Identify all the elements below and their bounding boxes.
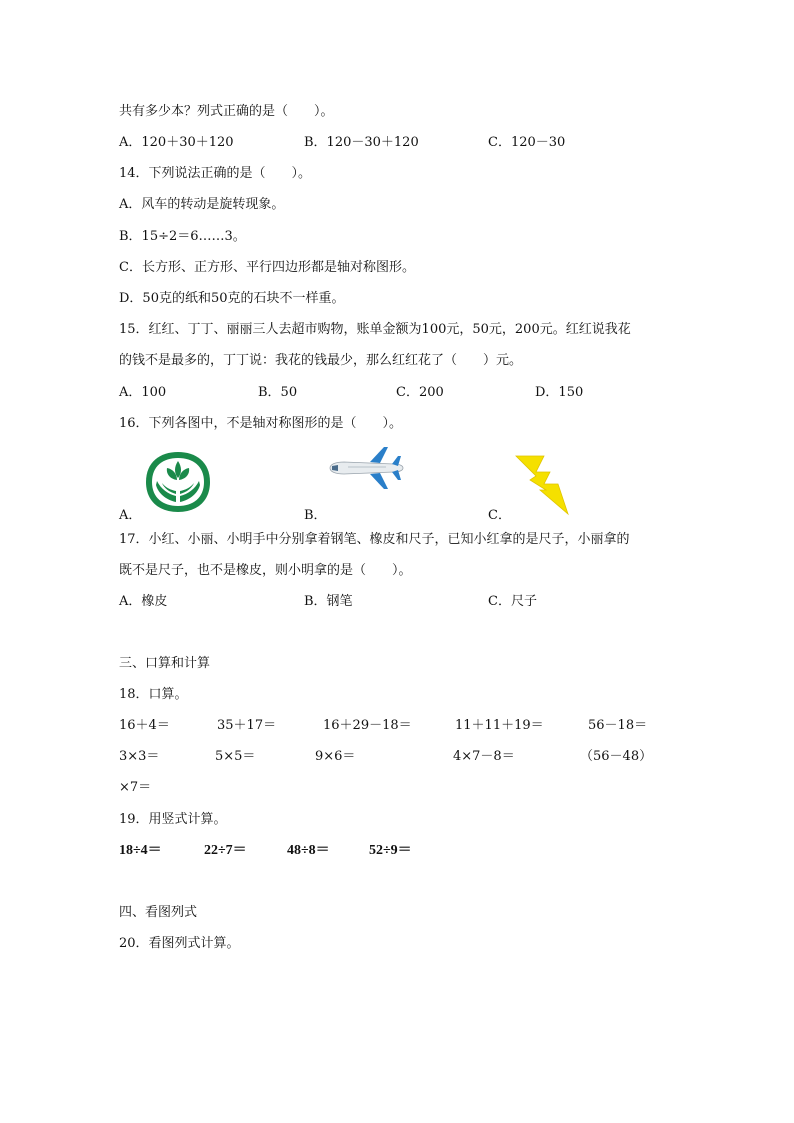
q19-item: 22÷7＝ bbox=[204, 843, 247, 858]
q16-option-b: B． bbox=[304, 508, 327, 523]
q18-item: （56－48） bbox=[580, 749, 653, 764]
q18-item: 16＋29－18＝ bbox=[323, 718, 412, 733]
q18-stem: 18．口算。 bbox=[119, 687, 188, 702]
q14-option-b: B．15÷2＝6……3。 bbox=[119, 229, 246, 244]
q15-option-d: D．150 bbox=[535, 385, 584, 400]
q20-stem: 20．看图列式计算。 bbox=[119, 936, 240, 951]
q14-option-d: D．50克的纸和50克的石块不一样重。 bbox=[119, 291, 345, 306]
q17-stem-line1: 17．小红、小丽、小明手中分别拿着钢笔、橡皮和尺子，已知小红拿的是尺子，小丽拿的 bbox=[119, 532, 630, 547]
q18-item: 35＋17＝ bbox=[217, 718, 277, 733]
lightning-bolt-icon bbox=[514, 454, 570, 516]
q18-item: 3×3＝ bbox=[119, 749, 160, 764]
q19-stem: 19．用竖式计算。 bbox=[119, 812, 227, 827]
q13-stem: 共有多少本？列式正确的是（ ）。 bbox=[119, 104, 334, 119]
q19-item: 48÷8＝ bbox=[287, 843, 330, 858]
q14-option-a: A．风车的转动是旋转现象。 bbox=[119, 197, 285, 212]
q17-option-b: B．钢笔 bbox=[304, 594, 353, 609]
q18-item: 4×7－8＝ bbox=[453, 749, 515, 764]
q15-stem-line1: 15．红红、丁丁、丽丽三人去超市购物，账单金额为100元，50元，200元。红红说我花 bbox=[119, 322, 631, 337]
q16-stem: 16．下列各图中，不是轴对称图形的是（ ）。 bbox=[119, 416, 403, 431]
q13-option-b: B．120－30＋120 bbox=[304, 135, 419, 150]
q18-item: 11＋11＋19＝ bbox=[455, 718, 544, 733]
q15-stem-line2: 的钱不是最多的，丁丁说：我花的钱最少，那么红红花了（ ）元。 bbox=[119, 353, 523, 368]
q14-option-c: C．长方形、正方形、平行四边形都是轴对称图形。 bbox=[119, 260, 415, 275]
q18-item: ×7＝ bbox=[119, 780, 152, 795]
airplane-icon bbox=[326, 446, 404, 490]
q13-option-c: C．120－30 bbox=[488, 135, 566, 150]
q16-option-c: C． bbox=[488, 508, 511, 523]
eco-hands-leaf-icon bbox=[144, 450, 212, 514]
q15-option-c: C．200 bbox=[396, 385, 444, 400]
q17-option-a: A．橡皮 bbox=[119, 594, 168, 609]
q19-item: 52÷9＝ bbox=[369, 843, 412, 858]
section4-title: 四、看图列式 bbox=[119, 905, 198, 920]
q18-item: 5×5＝ bbox=[215, 749, 256, 764]
q17-option-c: C．尺子 bbox=[488, 594, 537, 609]
q15-option-a: A．100 bbox=[119, 385, 167, 400]
q14-stem: 14．下列说法正确的是（ ）。 bbox=[119, 166, 312, 181]
section3-title: 三、口算和计算 bbox=[119, 656, 211, 671]
q17-stem-line2: 既不是尺子，也不是橡皮，则小明拿的是（ ）。 bbox=[119, 563, 412, 578]
q15-option-b: B．50 bbox=[258, 385, 298, 400]
q19-item: 18÷4＝ bbox=[119, 843, 162, 858]
q18-item: 56－18＝ bbox=[588, 718, 648, 733]
q18-item: 16＋4＝ bbox=[119, 718, 170, 733]
q13-option-a: A．120＋30＋120 bbox=[119, 135, 234, 150]
q16-option-a: A． bbox=[119, 508, 142, 523]
q18-item: 9×6＝ bbox=[315, 749, 356, 764]
